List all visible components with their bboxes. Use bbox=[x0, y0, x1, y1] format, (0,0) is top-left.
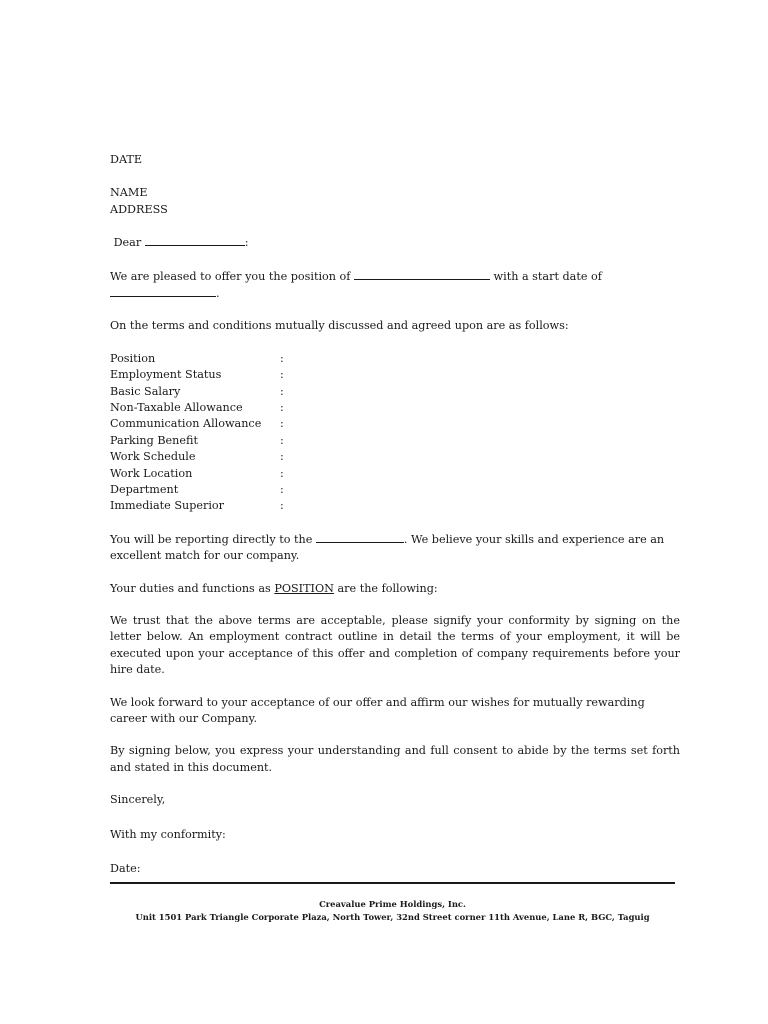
salutation-text: Dear bbox=[113, 236, 142, 250]
salutation-line bbox=[110, 234, 680, 251]
duties-line bbox=[110, 581, 680, 597]
duties-text-2: are the following: bbox=[337, 581, 438, 595]
signing-paragraph: By signing below, you express your understanding and full consent to abide by the terms set forth and stated in this document. bbox=[110, 744, 680, 774]
letter-body bbox=[110, 152, 680, 877]
term-label: Parking Benefit bbox=[110, 433, 198, 447]
date-label: DATE bbox=[110, 153, 143, 166]
term-row bbox=[110, 384, 680, 400]
position-blank bbox=[354, 268, 490, 280]
duties-position: POSITION bbox=[274, 581, 334, 595]
footer bbox=[110, 898, 675, 924]
duties-text-1: Your duties and functions as bbox=[110, 581, 271, 595]
terms-list bbox=[110, 351, 680, 515]
salutation-blank bbox=[145, 234, 245, 246]
term-colon: : bbox=[280, 433, 284, 447]
footer-divider bbox=[110, 882, 675, 884]
term-row bbox=[110, 482, 680, 498]
term-colon: : bbox=[280, 384, 284, 398]
term-label: Non-Taxable Allowance bbox=[110, 401, 243, 415]
date-sign-label: Date: bbox=[110, 862, 141, 876]
footer-address: Unit 1501 Park Triangle Corporate Plaza, North Tower, 32nd Street corner 11th Avenue, Lane R, BGC, Taguig bbox=[135, 912, 650, 922]
start-date-blank bbox=[110, 285, 216, 297]
term-row bbox=[110, 466, 680, 482]
offer-end: . bbox=[216, 287, 220, 301]
trust-paragraph: We trust that the above terms are acceptable, please signify your conformity by signing on the letter below. An employment contract outline in detail the terms of your employment, it will be executed upon your acceptance of this offer and completion of company requirements before your hire date. bbox=[110, 613, 680, 677]
reporting-paragraph bbox=[110, 531, 680, 565]
term-row bbox=[110, 367, 680, 383]
name-label: NAME bbox=[110, 186, 148, 200]
term-label: Work Schedule bbox=[110, 450, 196, 464]
reporting-text-1: You will be reporting directly to the bbox=[110, 532, 313, 546]
term-colon: : bbox=[280, 368, 284, 382]
address-label: ADDRESS bbox=[110, 202, 168, 216]
forward-paragraph: We look forward to your acceptance of our offer and affirm our wishes for mutually rewarding career with our Company. bbox=[110, 695, 645, 725]
term-label: Employment Status bbox=[110, 368, 222, 382]
offer-text-1: We are pleased to offer you the position of bbox=[110, 269, 351, 283]
term-colon: : bbox=[280, 351, 284, 365]
start-date-line bbox=[110, 285, 680, 302]
term-row bbox=[110, 400, 680, 416]
term-colon: : bbox=[280, 401, 284, 415]
term-colon: : bbox=[280, 499, 284, 513]
term-label: Position bbox=[110, 351, 156, 365]
term-colon: : bbox=[280, 482, 284, 496]
term-row bbox=[110, 416, 680, 432]
footer-company: Creavalue Prime Holdings, Inc. bbox=[319, 899, 466, 909]
offer-line bbox=[110, 268, 680, 285]
term-row bbox=[110, 498, 680, 514]
superior-blank bbox=[316, 531, 404, 543]
offer-text-2: with a start date of bbox=[493, 269, 602, 283]
reporting-text-2: . We believe your skills and experience are an excellent match for our company. bbox=[110, 532, 665, 563]
term-label: Communication Allowance bbox=[110, 417, 262, 431]
conformity-label: With my conformity: bbox=[110, 827, 226, 841]
term-label: Department bbox=[110, 482, 179, 496]
term-row bbox=[110, 449, 680, 465]
term-label: Work Location bbox=[110, 466, 193, 480]
term-colon: : bbox=[280, 450, 284, 464]
term-label: Basic Salary bbox=[110, 384, 181, 398]
terms-intro: On the terms and conditions mutually discussed and agreed upon are as follows: bbox=[110, 319, 569, 333]
term-row bbox=[110, 351, 680, 367]
term-label: Immediate Superior bbox=[110, 499, 224, 513]
closing: Sincerely, bbox=[110, 793, 166, 807]
term-colon: : bbox=[280, 466, 284, 480]
term-row bbox=[110, 433, 680, 449]
salutation-end: : bbox=[244, 236, 249, 250]
term-colon: : bbox=[280, 417, 284, 431]
